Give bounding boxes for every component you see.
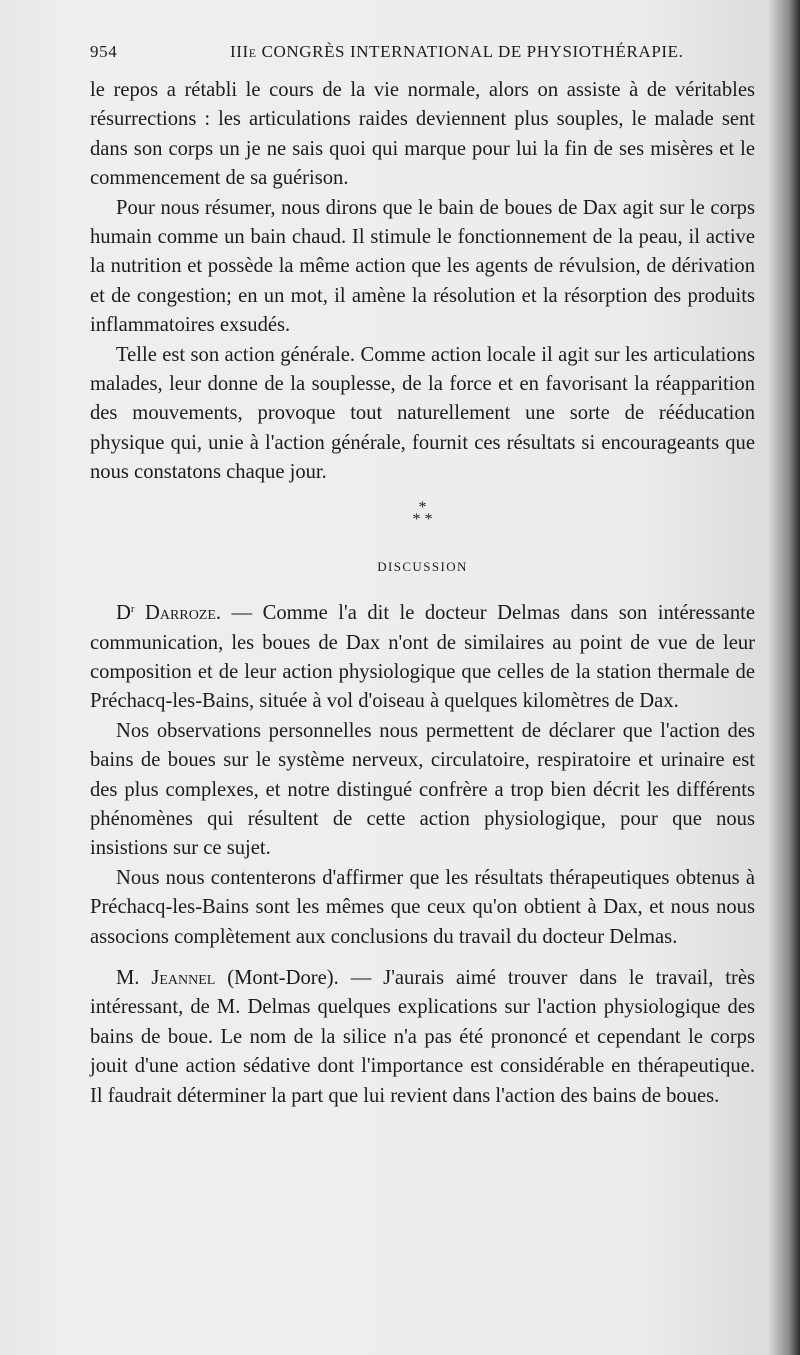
asterism-top: * [418, 498, 427, 516]
asterism-divider [90, 498, 755, 528]
speaker-jeannel: Jeannel [151, 966, 216, 989]
jeannel-place: (Mont-Dore). [215, 966, 339, 989]
speaker-darroze: Darroze. [145, 602, 222, 625]
asterism-bottom: * * [412, 510, 433, 528]
paragraph-jeannel [90, 964, 755, 1111]
paragraph-summary: Pour nous résumer, nous dirons que le bain de boues de Dax agit sur le corps humain comme un bain chaud. Il stimule le fonctionnement de la peau, il active la nutrition et possède la même action que les agents de révulsion, de dérivation et de congestion; en un mot, il amène la résolution et la résorption des produits inflammatoires exsudés. [90, 196, 755, 337]
jeannel-prefix: M. [116, 966, 152, 989]
darroze-prefix-sup: r [130, 603, 135, 616]
page-header [90, 42, 750, 68]
page-number: 954 [90, 42, 118, 61]
darroze-text: — Comme l'a dit le docteur Delmas dans son intéressante communication, les boues de Dax n'ont de similaires au point de vue de leur composition et de leur action physiologique que celles de la station thermale de Préchacq-les-Bains, située à vol d'oiseau à quelques kilomètres de Dax. [90, 602, 756, 713]
paragraph-observations: Nos observations personnelles nous permettent de déclarer que l'action des bains de boues sur le système nerveux, circulatoire, respiratoire et urinaire est des plus complexes, et notre distingué confrère a trop bien décrit les différents phénomènes qui résultent de cette action physiologique, pour que nous insistions sur ce sujet. [90, 719, 755, 860]
darroze-prefix: D [116, 602, 131, 625]
paragraph-local-action: Telle est son action générale. Comme action locale il agit sur les articulations malades, leur donne de la souplesse, de la force et en favorisant la réapparition des mouvements, provoque tout naturellement une sorte de rééducation physique qui, unie à l'action générale, fournit ces résultats si encourageants que nous constatons chaque jour. [90, 343, 755, 484]
jeannel-text: — J'aurais aimé trouver dans le travail, très intéressant, de M. Delmas quelques explications sur l'action physiologique des bains de boue. Le nom de la silice n'a pas été prononcé et cependant le corps jouit d'une action sédative dont l'importance est considérable en thérapeutique. Il faudrait déterminer la part que lui revient dans l'action des bains de boues. [90, 966, 756, 1107]
paragraph-continuation: le repos a rétabli le cours de la vie normale, alors on assiste à de véritables résurrections : les articulations raides deviennent plus souples, le malade sent dans son corps un je ne sais quoi qui marque pour lui la fin de ses misères et le commencement de sa guérison. [90, 79, 755, 190]
running-title: IIIe CONGRÈS INTERNATIONAL DE PHYSIOTHÉRAPIE. [230, 42, 684, 61]
page-body [90, 76, 755, 1111]
paragraph-results: Nous nous contenterons d'affirmer que les résultats thérapeutiques obtenus à Préchacq-les-Bains sont les mêmes que ceux qu'on obtient à Dax, et nous nous associons complètement aux conclusions du travail du docteur Delmas. [90, 866, 755, 948]
paragraph-darroze [90, 599, 755, 717]
discussion-heading: DISCUSSION [377, 558, 468, 574]
